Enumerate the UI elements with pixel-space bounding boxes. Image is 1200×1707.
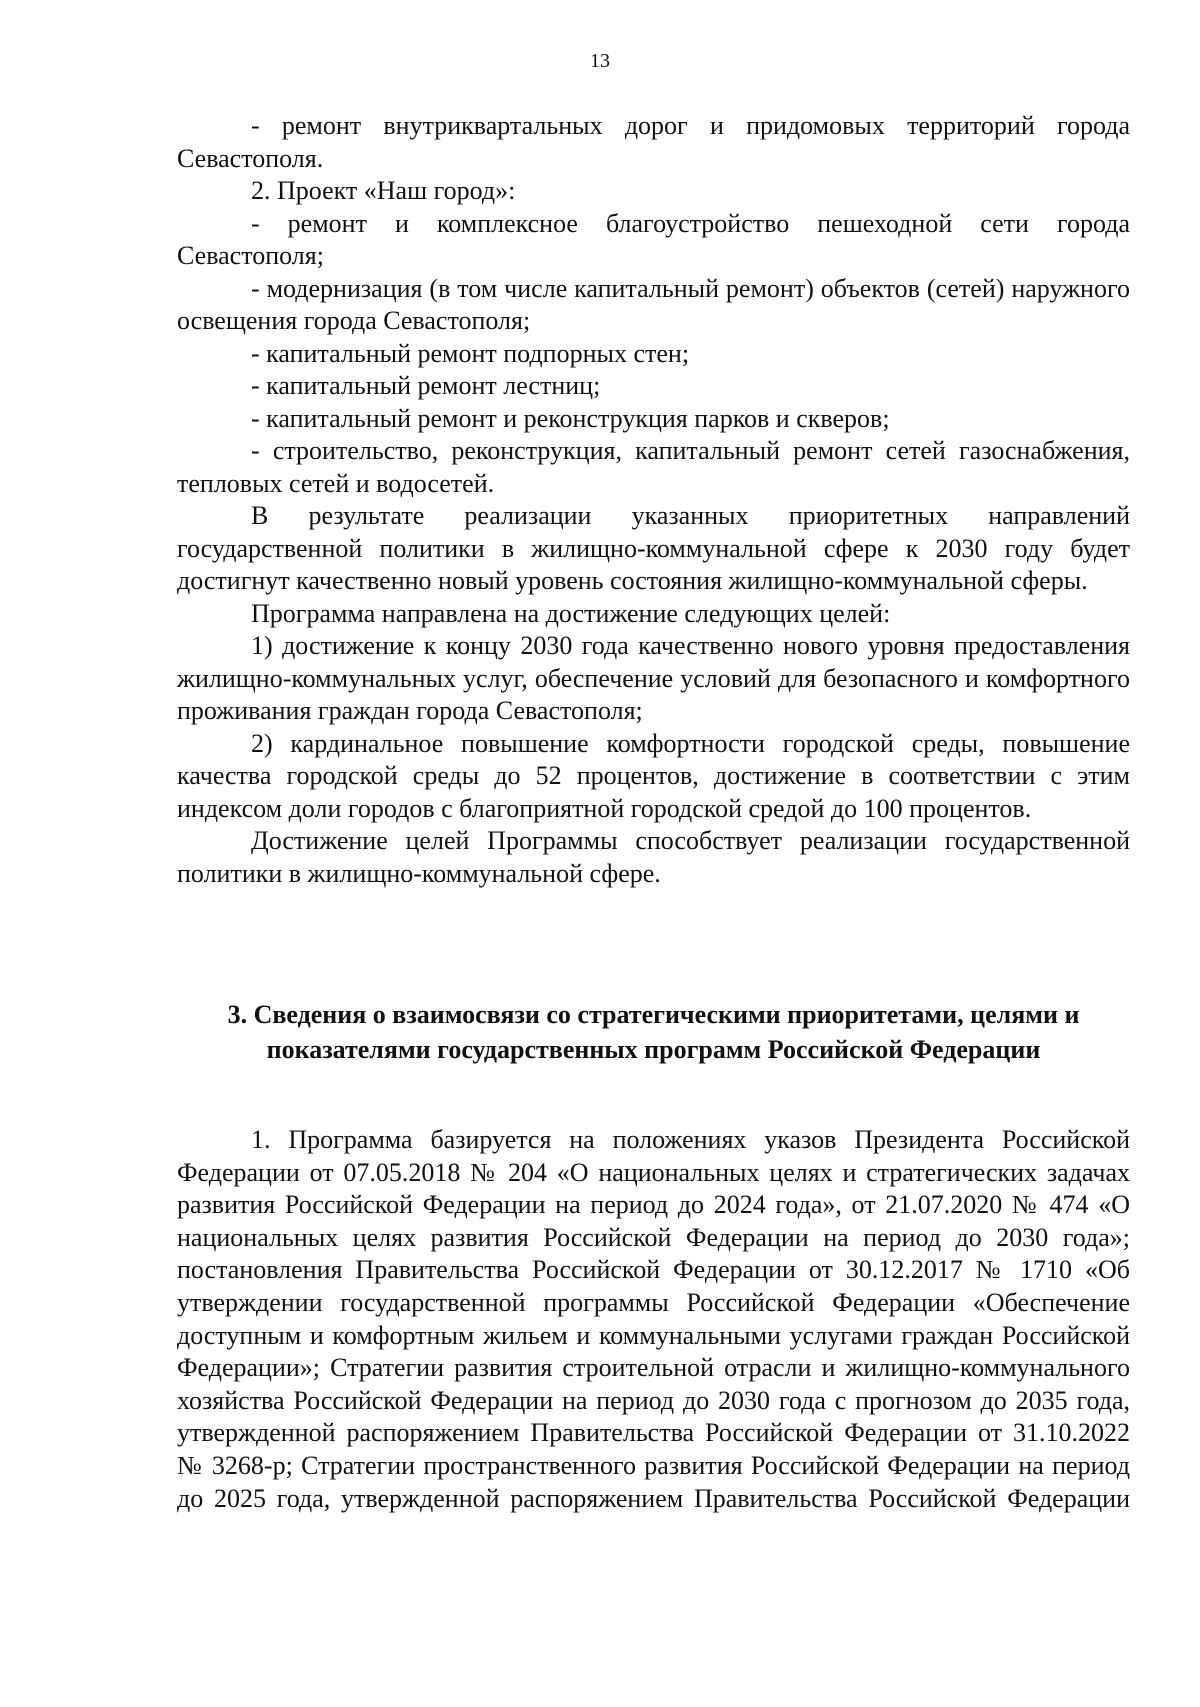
body-text	[177, 110, 1130, 890]
paragraph: В результате реализации указанных приоритетных направлений государственной политики в жилищно-коммунальной сфере к 2030 году будет достигнут качественно новый уровень состояния жилищно-коммунальной сферы.	[177, 501, 1130, 595]
paragraph: 1. Программа базируется на положениях указов Президента Российской Федерации от 07.05.2018 № 204 «О национальных целях и стратегических задачах развития Российской Федерации на период до 2024 года», от 21.07.2020 № 474 «О национальных целях развития Российской Федерации на период до 2030 года»; постановления Правительства Российской Федерации от 30.12.2017 № 1710 «Об утверждении государственной программы Российской Федерации «Обеспечение доступным и комфортным жильем и коммунальными услугами граждан Российской Федерации»; Стратегии развития строительной отрасли и жилищно-коммунального хозяйства Российской Федерации на период до 2030 года с прогнозом до 2035 года, утвержденной распоряжением Правительства Российской Федерации от 31.10.2022 № 3268-р; Стратегии пространственного развития Российской Федерации на период до 2025 года, утвержденной распоряжением Правительства Российской Федерации	[177, 1125, 1130, 1513]
section-heading: 3. Сведения о взаимосвязи со стратегическими приоритетами, целями и показателями государственных программ Российской Федерации	[227, 1000, 1080, 1064]
paragraph: - капитальный ремонт и реконструкция парков и скверов;	[251, 403, 890, 433]
paragraph: - ремонт и комплексное благоустройство пешеходной сети города Севастополя;	[177, 208, 1130, 270]
paragraph: 2. Проект «Наш город»:	[251, 176, 516, 205]
paragraph: 1) достижение к концу 2030 года качественно нового уровня предоставления жилищно-коммунальных услуг, обеспечение условий для безопасного и комфортного проживания граждан города Севастополя;	[177, 631, 1130, 725]
paragraph: - капитальный ремонт лестниц;	[251, 371, 601, 400]
paragraph: - ремонт внутриквартальных дорог и придомовых территорий города Севастополя.	[177, 111, 1130, 173]
paragraph: Достижение целей Программы способствует реализации государственной политики в жилищно-коммунальной сфере.	[177, 826, 1130, 888]
section-body	[177, 1124, 1130, 1515]
paragraph: - модернизация (в том числе капитальный ремонт) объектов (сетей) наружного освещения города Севастополя;	[177, 273, 1130, 335]
paragraph: Программа направлена на достижение следующих целей:	[251, 598, 891, 628]
paragraph: - капитальный ремонт подпорных стен;	[251, 338, 690, 368]
paragraph: 2) кардинальное повышение комфортности городской среды, повышение качества городской среды до 52 процентов, достижение в соответствии с этим индексом доли городов с благоприятной городской средой до 100 процентов.	[177, 728, 1130, 823]
paragraph: - строительство, реконструкция, капитальный ремонт сетей газоснабжения, тепловых сетей и водосетей.	[177, 436, 1130, 498]
page-number: 13	[590, 50, 610, 72]
